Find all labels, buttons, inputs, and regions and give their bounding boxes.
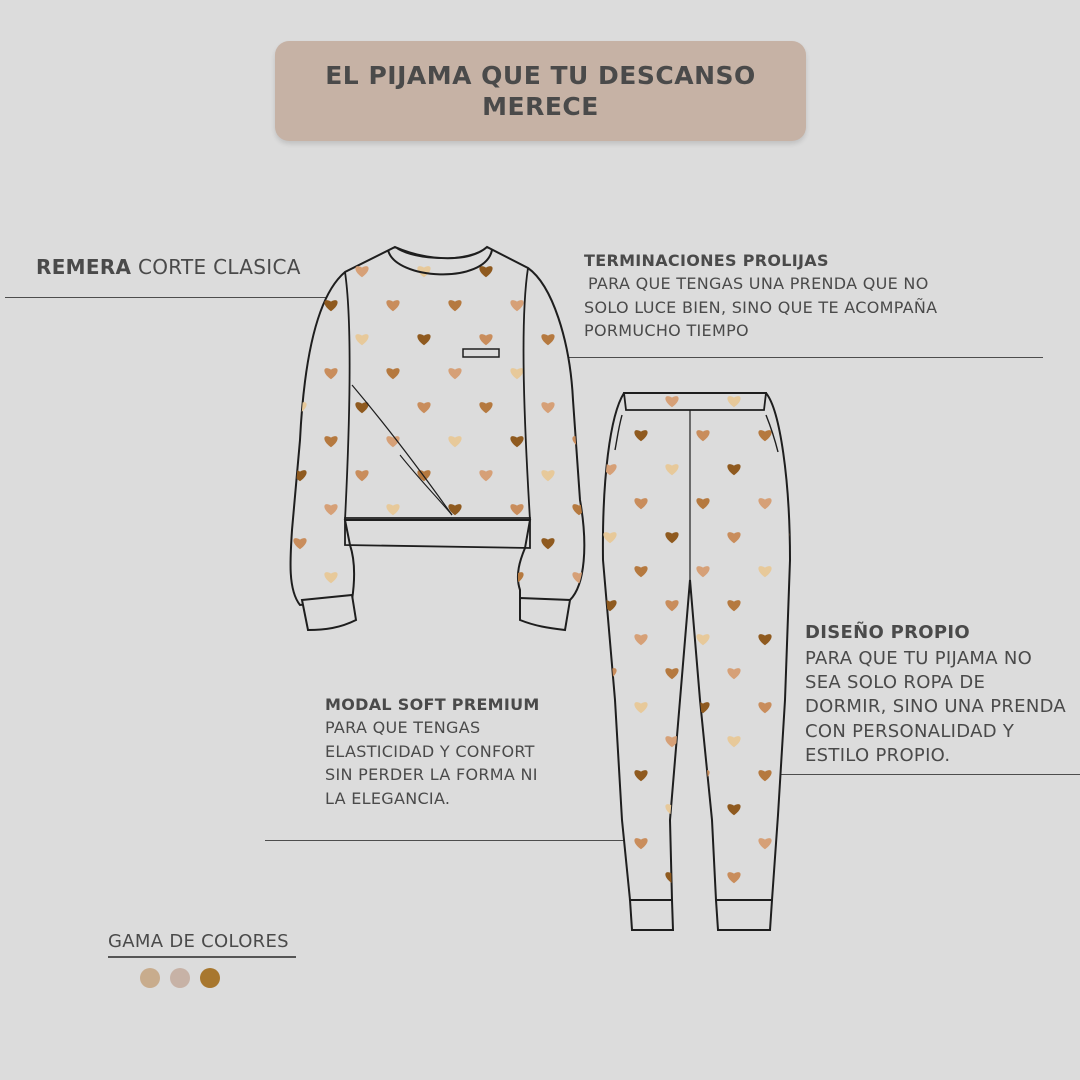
heart-print [572,300,585,311]
modal-title: MODAL SOFT PREMIUM [325,695,540,714]
terminaciones-line: PARA QUE TENGAS UNA PRENDA QUE NO [588,274,929,293]
gama-underline [108,956,296,958]
remera-label-rest: CORTE CLASICA [131,255,301,279]
diseno-line: PARA QUE TU PIJAMA NO [805,648,1033,669]
diseno-line: ESTILO PROPIO. [805,744,951,766]
modal-line: SIN PERDER LA FORMA NI [325,765,538,784]
diseno-line: SEA SOLO ROPA DE [805,672,986,694]
heart-print [789,464,802,475]
pants-drawing [603,393,803,930]
diseno-title: DISEÑO PROPIO [805,622,970,643]
heart-print [603,872,616,883]
diseno-line: CON PERSONALIDAD Y [805,720,1015,742]
heart-print [603,396,616,407]
heart-print [789,668,802,679]
modal-line: PARA QUE TENGAS [325,718,481,737]
color-swatch[interactable] [170,968,190,988]
heart-print [417,538,430,549]
terminaciones-title: TERMINACIONES PROLIJAS [584,251,829,270]
heart-print [789,600,802,611]
heart-print [789,396,802,407]
heart-print [789,736,802,747]
heart-print [696,838,709,849]
diseno-line: DORMIR, SINO UNA PRENDA [805,696,1067,718]
modal-line: LA ELEGANCIA. [325,788,451,808]
remera-label-strong: REMERA [36,255,132,279]
sweatshirt-drawing [290,247,585,630]
color-swatch[interactable] [140,968,160,988]
color-swatch[interactable] [200,968,220,988]
heart-print [789,872,802,883]
heart-print [789,804,802,815]
page-title: EL PIJAMA QUE TU DESCANSO MERECE [325,61,756,121]
terminaciones-line: PORMUCHO TIEMPO [584,321,749,340]
heart-print [386,572,399,583]
heart-print [789,532,802,543]
heart-print [572,368,585,379]
gama-label: GAMA DE COLORES [108,931,289,952]
terminaciones-line: SOLO LUCE BIEN, SINO QUE TE ACOMPAÑA [584,297,938,317]
heart-print [293,334,306,345]
heart-print [448,572,461,583]
heart-print [541,266,554,277]
modal-line: ELASTICIDAD Y CONFORT [325,741,535,761]
heart-print [603,736,616,747]
heart-print [355,538,368,549]
heart-print [603,804,616,815]
heart-print [293,266,306,277]
